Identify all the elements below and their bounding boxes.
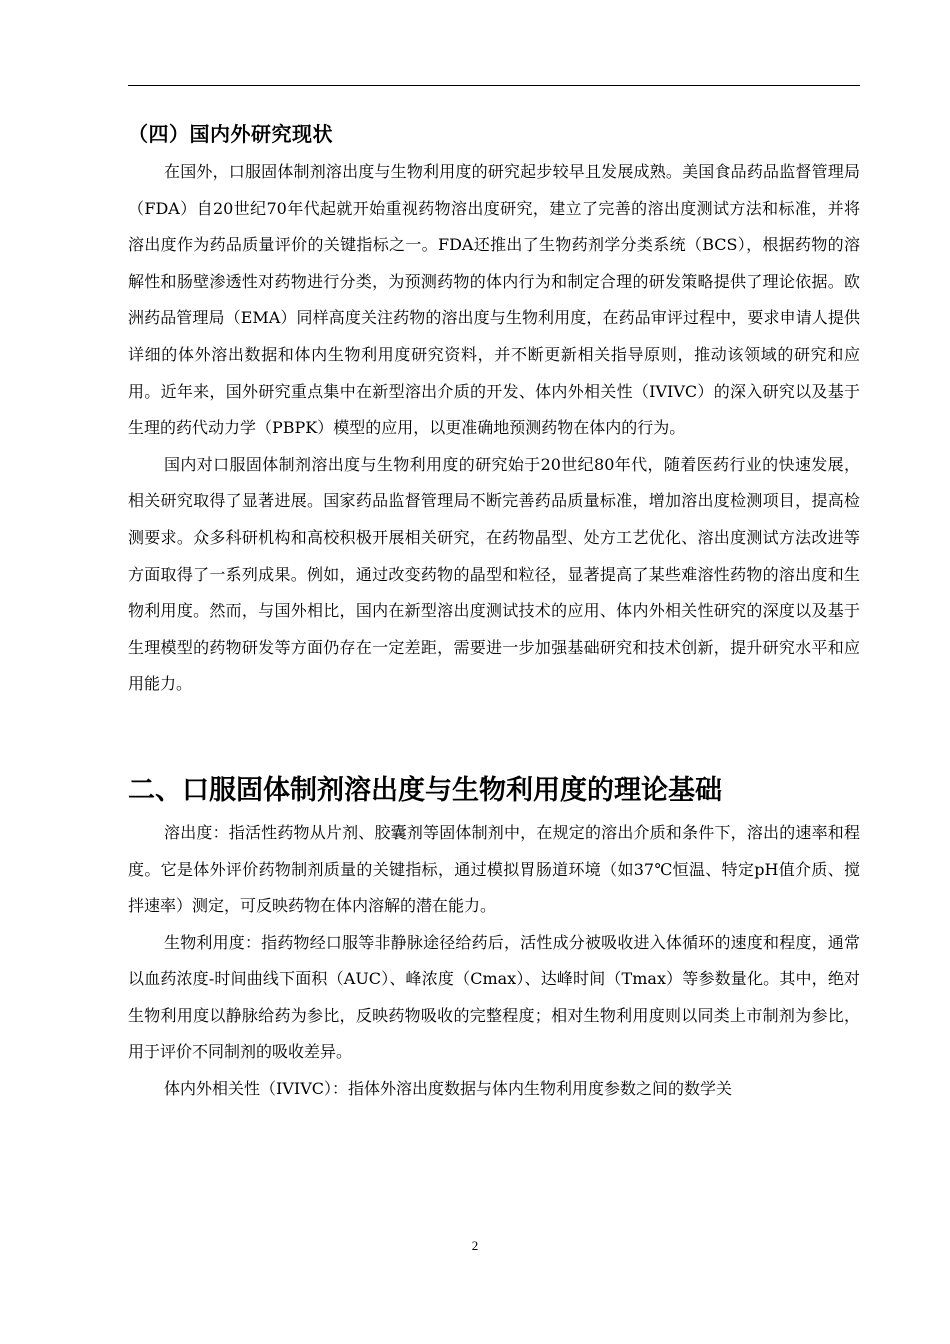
paragraph-domestic-research: 国内对口服固体制剂溶出度与生物利用度的研究始于20世纪80年代，随着医药行业的快速发展，相关研究取得了显著进展。国家药品监督管理局不断完善药品质量标准，增加溶出度检测项目，提高检测要求。众多科研机构和高校积极开展相关研究，在药物晶型、处方工艺优化、溶出度测试方法改进等方面取得了一系列成果。例如，通过改变药物的晶型和粒径，显著提高了某些难溶性药物的溶出度和生物利用度。然而，与国外相比，国内在新型溶出度测试技术的应用、体内外相关性研究的深度以及基于生理模型的药物研发等方面仍存在一定差距，需要进一步加强基础研究和技术创新，提升研究水平和应用能力。 [128, 454, 860, 694]
paragraph-foreign-research: 在国外，口服固体制剂溶出度与生物利用度的研究起步较早且发展成熟。美国食品药品监督管理局（FDA）自20世纪70年代起就开始重视药物溶出度研究，建立了完善的溶出度测试方法和标准，并将溶出度作为药品质量评价的关键指标之一。FDA还推出了生物药剂学分类系统（BCS），根据药物的溶解性和肠壁渗透性对药物进行分类，为预测药物的体内行为和制定合理的研发策略提供了理论依据。欧洲药品管理局（EMA）同样高度关注药物的溶出度与生物利用度，在药品审评过程中，要求申请人提供详细的体外溶出数据和体内生物利用度研究资料，并不断更新相关指导原则，推动该领域的研究和应用。近年来，国外研究重点集中在新型溶出介质的开发、体内外相关性（IVIVC）的深入研究以及基于生理的药代动力学（PBPK）模型的应用，以更准确地预测药物在体内的行为。 [128, 162, 860, 438]
page-number: 2 [471, 1238, 479, 1253]
subsection-heading: （四）国内外研究现状 [128, 122, 333, 146]
paragraph-dissolution-definition: 溶出度：指活性药物从片剂、胶囊剂等固体制剂中，在规定的溶出介质和条件下，溶出的速率和程度。它是体外评价药物制剂质量的关键指标，通过模拟胃肠道环境（如37℃恒温、特定pH值介质、搅拌速率）测定，可反映药物在体内溶解的潜在能力。 [128, 822, 860, 916]
page-content [128, 116, 860, 1108]
paragraph-bioavailability-definition: 生物利用度：指药物经口服等非静脉途径给药后，活性成分被吸收进入体循环的速度和程度，通常以血药浓度-时间曲线下面积（AUC）、峰浓度（Cmax）、达峰时间（Tmax）等参数量化。其中，绝对生物利用度以静脉给药为参比，反映药物吸收的完整程度；相对生物利用度则以同类上市制剂为参比，用于评价不同制剂的吸收差异。 [128, 932, 860, 1062]
header-rule [128, 85, 860, 86]
paragraph-ivivc-definition: 体内外相关性（IVIVC）：指体外溶出度数据与体内生物利用度参数之间的数学关 [164, 1079, 732, 1099]
section-heading: 二、口服固体制剂溶出度与生物利用度的理论基础 [128, 774, 722, 806]
